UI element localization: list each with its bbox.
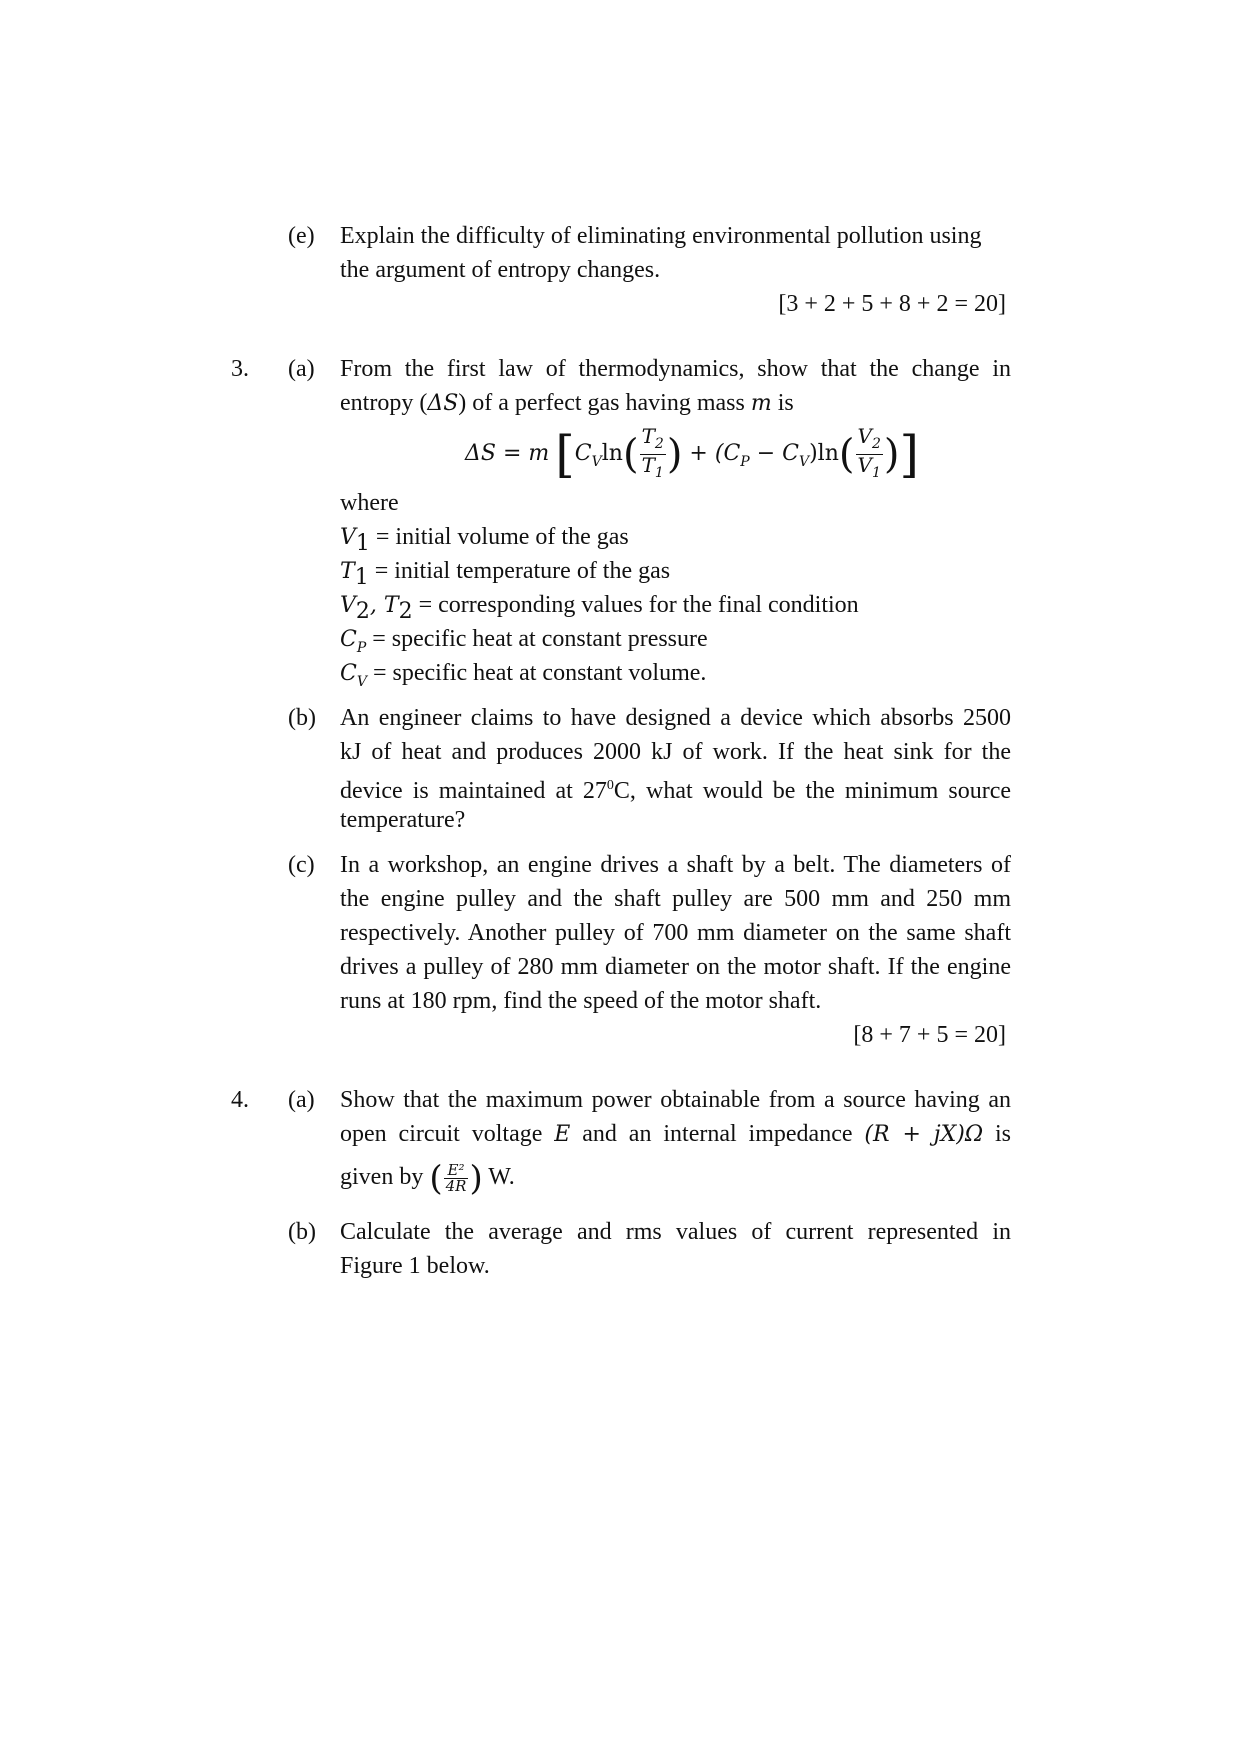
- impedance-expr: (R + jX)Ω: [864, 1122, 984, 1147]
- def-t1: $T_1$ = initial temperature of the gas: [340, 558, 671, 590]
- q3b-label: (b): [288, 705, 316, 731]
- q3b-text-line3: device is maintained at $27^0C$, what would be the minimum source: [340, 778, 1011, 804]
- q3c-text-line4: drives a pulley of 280 mm diameter on the motor shaft. If the engine: [340, 954, 1011, 980]
- q3a-text-line2: [340, 386, 794, 421]
- delta-s-symbol: ΔS: [427, 391, 459, 416]
- q4a-text-line1: Show that the maximum power obtainable from a source having an: [340, 1087, 1011, 1113]
- q4a-text-line3: given by ( $\frac{\text{E²}}{4R}$ ) W.: [340, 1158, 515, 1199]
- q3b-text-line4: temperature?: [340, 807, 466, 833]
- eq-cv-sub: V: [591, 453, 602, 470]
- q3a-text-line1: From the first law of thermodynamics, show that the change in: [340, 356, 1011, 382]
- eq-v2: V: [857, 423, 872, 448]
- q3a-line2-mid: ) of a perfect gas having mass: [458, 390, 751, 416]
- eq-temp-ratio: $\frac{T_2}{T_1}$: [641, 423, 664, 481]
- q4b-label: (b): [288, 1219, 316, 1245]
- eq-v1: V: [857, 452, 872, 477]
- def-v2-t2: $V_2$, $T_2$ = corresponding values for the final condition: [340, 592, 859, 624]
- voltage-symbol: E: [554, 1122, 571, 1147]
- q3c-text-line3: respectively. Another pulley of 700 mm diameter on the same shaft: [340, 920, 1011, 946]
- q4a-label: (a): [288, 1087, 315, 1113]
- q3c-text-line2: the engine pulley and the shaft pulley are 500 mm and 250 mm: [340, 886, 1011, 912]
- def-cp: $C_P$ = specific heat at constant pressure: [340, 626, 708, 656]
- q3a-label: (a): [288, 356, 315, 382]
- q2e-text-line1: Explain the difficulty of eliminating environmental pollution using: [340, 223, 982, 249]
- def-cv: $C_V$ = specific heat at constant volume.: [340, 660, 707, 690]
- q2e-label: (e): [288, 223, 315, 249]
- eq-cv: C: [574, 441, 592, 466]
- q3c-text-line1: In a workshop, an engine drives a shaft by a belt. The diameters of: [340, 852, 1011, 878]
- q4b-text-line1: Calculate the average and rms values of current represented in: [340, 1219, 1011, 1245]
- eq-right-bracket: ]: [899, 425, 919, 484]
- q3c-label: (c): [288, 852, 315, 878]
- q4a-text-line2: open circuit voltage E and an internal impedance (R + jX)Ω is: [340, 1121, 1012, 1147]
- where-label: where: [340, 490, 399, 516]
- eq-minus: − C: [749, 441, 799, 466]
- q3a-line2-pre: entropy (: [340, 390, 428, 416]
- max-power-fraction: $\frac{\text{E²}}{4R}$: [445, 1160, 467, 1195]
- eq-left-bracket: [: [555, 425, 575, 484]
- eq-plus: + (C: [682, 441, 741, 466]
- q2e-text-line2: the argument of entropy changes.: [340, 257, 661, 283]
- q3a-line2-post: is: [771, 390, 794, 416]
- q2-marks: [3 + 2 + 5 + 8 + 2 = 20]: [778, 291, 1006, 317]
- def-v1: $V_1$ = initial volume of the gas: [340, 524, 629, 556]
- eq-volume-ratio: $\frac{V_2}{V_1}$: [857, 423, 881, 481]
- q3-number: 3.: [231, 356, 249, 382]
- eq-ln1: ln: [601, 441, 623, 466]
- eq-lhs: ΔS = m: [465, 441, 550, 466]
- mass-symbol: m: [750, 391, 772, 416]
- eq-t1: T: [641, 452, 655, 477]
- q3b-text-line2: kJ of heat and produces 2000 kJ of work. If the heat sink for the: [340, 739, 1011, 765]
- q4b-text-line2: Figure 1 below.: [340, 1253, 490, 1279]
- q3c-text-line5: runs at 180 rpm, find the speed of the motor shaft.: [340, 988, 822, 1014]
- eq-t2: T: [641, 423, 655, 448]
- q3-marks: [8 + 7 + 5 = 20]: [853, 1022, 1006, 1048]
- entropy-equation: ΔS = m [$C_V\ln$( $\frac{T_2}{T_1}$ ) + $(C_P - C_V)\ln$( $\frac{V_2}{V_1}$ )]: [465, 423, 919, 484]
- q3b-text-line1: An engineer claims to have designed a device which absorbs 2500: [340, 705, 1011, 731]
- eq-ln2: )ln: [809, 441, 839, 466]
- q4-number: 4.: [231, 1087, 249, 1113]
